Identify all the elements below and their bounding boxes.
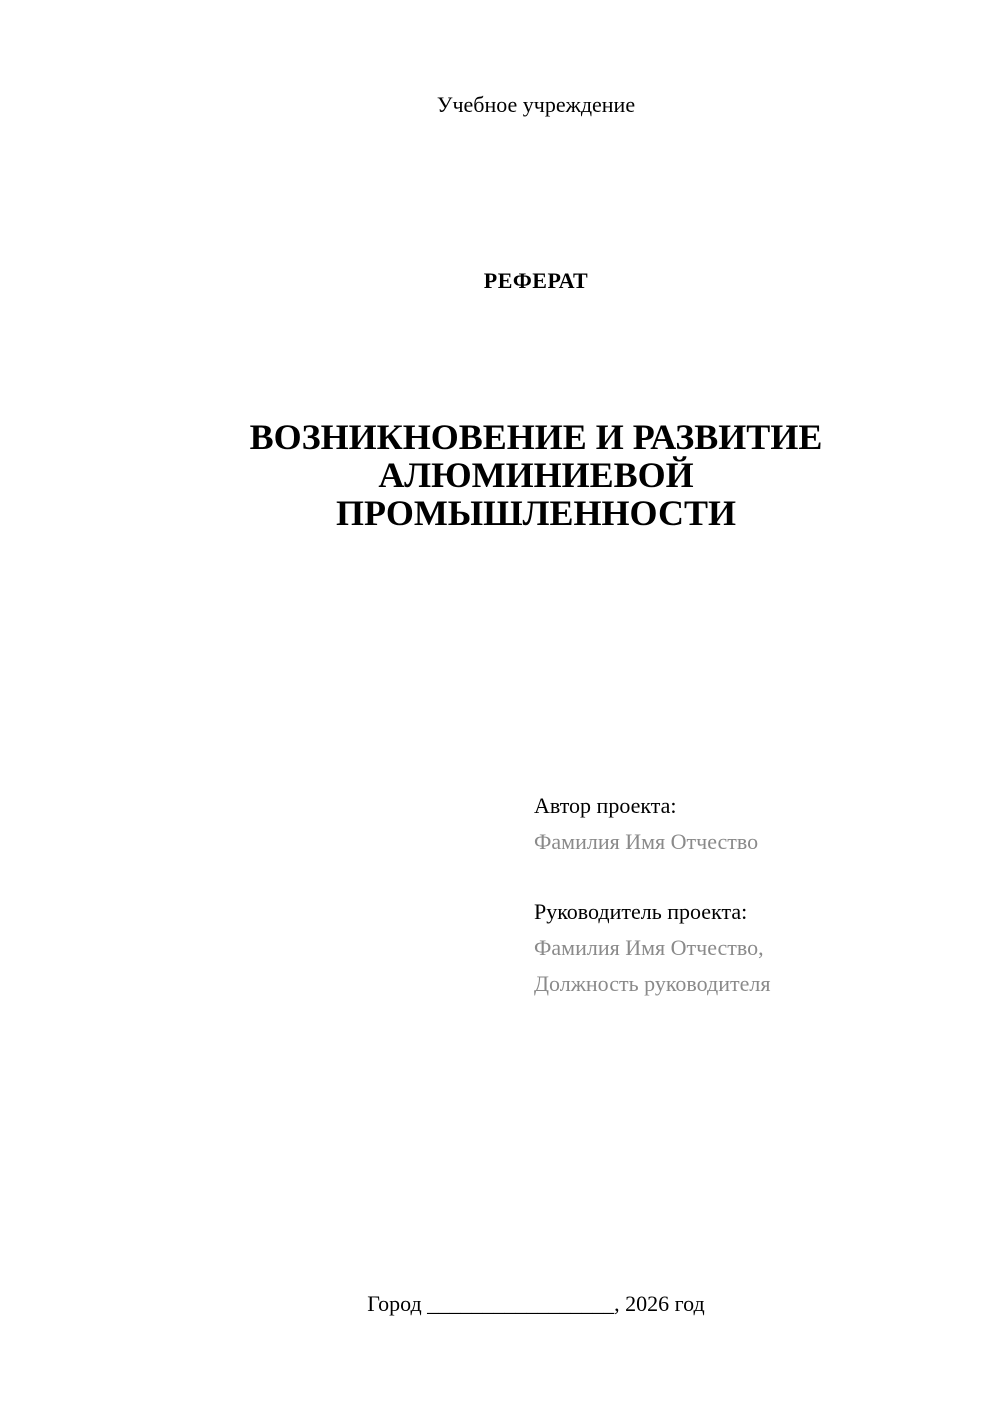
- credits-block: [534, 788, 770, 1002]
- city-year-footer: Город _________________, 2026 год: [367, 1291, 705, 1316]
- supervisor-label: Руководитель проекта:: [534, 899, 748, 924]
- document-title: [200, 418, 872, 532]
- credits-spacer: [534, 860, 770, 894]
- supervisor-position: Должность руководителя: [534, 971, 771, 996]
- supervisor-name: Фамилия Имя Отчество,: [534, 935, 764, 960]
- document-type-heading: РЕФЕРАТ: [483, 268, 589, 293]
- author-label: Автор проекта:: [534, 793, 677, 818]
- title-line-1: ВОЗНИКНОВЕНИЕ И РАЗВИТИЕ: [249, 417, 823, 457]
- author-name: Фамилия Имя Отчество: [534, 829, 759, 854]
- title-line-3: ПРОМЫШЛЕННОСТИ: [336, 493, 736, 533]
- institution-name: Учебное учреждение: [436, 92, 636, 117]
- title-line-2: АЛЮМИНИЕВОЙ: [378, 455, 694, 495]
